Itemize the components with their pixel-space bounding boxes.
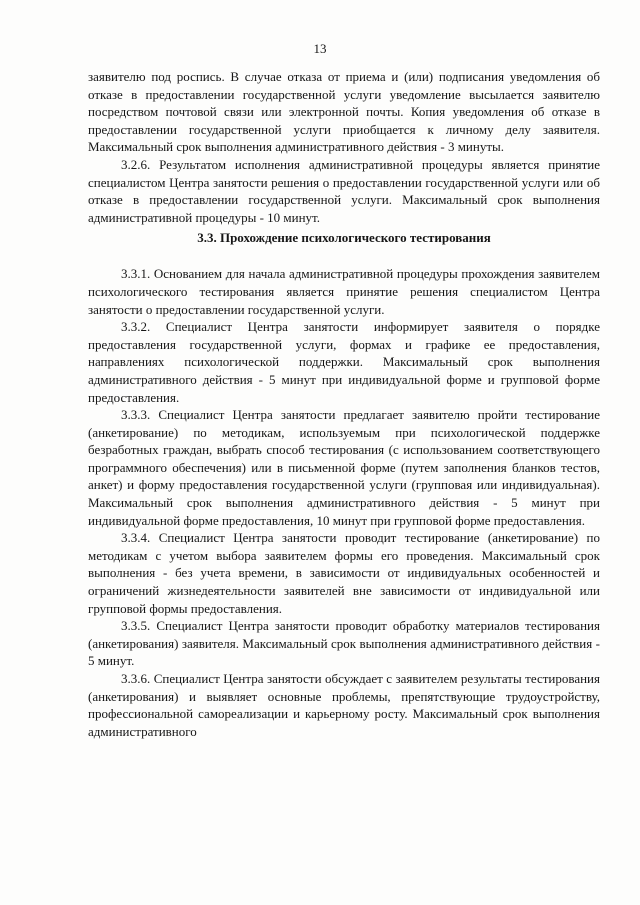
paragraph-3-3-4: 3.3.4. Специалист Центра занятости проводит тестирование (анкетирование) по методикам с учетом выбора заявителем формы его проведения. Максимальный срок выполнения - без учета времени, в зависимости от индивидуальных особенностей и ограничений жизнедеятельности заявителей вне зависимости от индивидуальной или групповой формы предоставления.: [88, 530, 600, 616]
section-heading: 3.3. Прохождение психологического тестирования: [197, 230, 491, 246]
paragraph-continuation: заявителю под роспись. В случае отказа от приема и (или) подписания уведомления об отказе в предоставлении государственной услуги уведомление высылается заявителю посредством почтовой связи или электронной почты. Копия уведомления об отказе в предоставлении государственной услуги приобщается к личному делу заявителя. Максимальный срок выполнения административного действия - 3 минуты.: [88, 69, 600, 155]
paragraph-3-3-1: 3.3.1. Основанием для начала административной процедуры прохождения заявителем психологического тестирования является принятие решения специалистом Центра занятости о предоставлении государственной услуги.: [88, 266, 600, 317]
page-number: 13: [313, 41, 327, 56]
paragraph-3-3-2: 3.3.2. Специалист Центра занятости информирует заявителя о порядке предоставления государственной услуги, формах и графике ее предоставления, направлениях психологической поддержки. Максимальный срок выполнения административного действия - 5 минут при индивидуальной форме и групповой форме предоставления.: [88, 319, 600, 405]
paragraph-3-3-3: 3.3.3. Специалист Центра занятости предлагает заявителю пройти тестирование (анкетирование) по методикам, используемым при психологической поддержке безработных граждан, выбрать способ тестирования (с использованием соответствующего программного обеспечения) или в письменной форме (путем заполнения бланков тестов, анкет) и форму предоставления государственной услуги (групповая или индивидуальная). Максимальный срок выполнения административного действия - 5 минут при индивидуальной форме предоставления, 10 минут при групповой форме предоставления.: [88, 407, 600, 528]
paragraph-3-3-6: 3.3.6. Специалист Центра занятости обсуждает с заявителем результаты тестирования (анкетирования) и выявляет основные проблемы, препятствующие трудоустройству, профессиональной самореализации и карьерному росту. Максимальный срок выполнения административного: [88, 671, 600, 739]
document-body: [88, 68, 600, 740]
paragraph-3-3-5: 3.3.5. Специалист Центра занятости проводит обработку материалов тестирования (анкетирования) заявителя. Максимальный срок выполнения административного действия - 5 минут.: [88, 618, 600, 669]
paragraph-3-2-6: 3.2.6. Результатом исполнения административной процедуры является принятие специалистом Центра занятости решения о предоставлении государственной услуги или об отказе в предоставлении государственной услуги. Максимальный срок выполнения административной процедуры - 10 минут.: [88, 156, 600, 225]
